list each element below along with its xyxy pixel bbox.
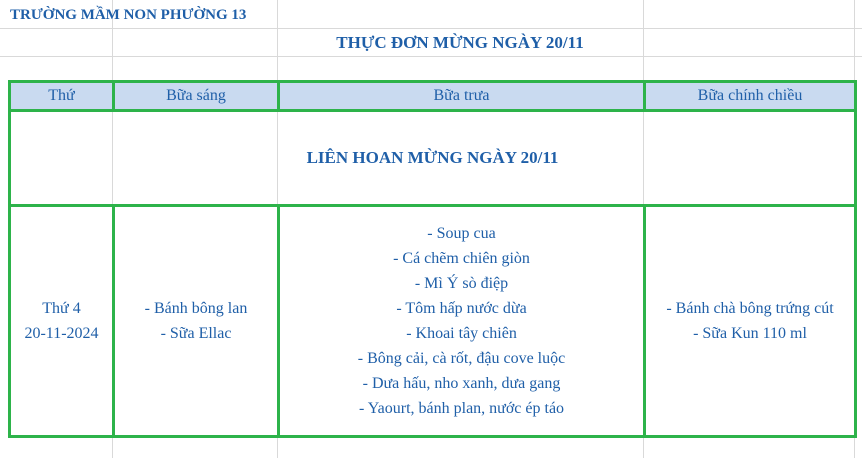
header-lunch[interactable]: Bữa trưa: [279, 82, 645, 111]
day-cell[interactable]: [10, 206, 114, 437]
lunch-item: - Yaourt, bánh plan, nước ép táo: [358, 400, 565, 417]
lunch-item: - Tôm hấp nước dừa: [396, 300, 527, 317]
lunch-item: - Dưa hấu, nho xanh, dưa gang: [362, 375, 561, 392]
header-breakfast[interactable]: Bữa sáng: [114, 82, 279, 111]
menu-table: [8, 80, 857, 438]
gridline: [0, 28, 862, 29]
breakfast-item: - Sữa Ellac: [160, 325, 232, 342]
banner-cell[interactable]: LIÊN HOAN MỪNG NGÀY 20/11: [10, 111, 856, 206]
afternoon-cell[interactable]: [645, 206, 856, 437]
table-row: [10, 206, 856, 437]
gridline: [0, 56, 862, 57]
day-name: Thứ 4: [42, 300, 81, 317]
menu-title: THỰC ĐƠN MỪNG NGÀY 20/11: [336, 33, 584, 52]
lunch-cell[interactable]: [279, 206, 645, 437]
header-row: [10, 82, 856, 111]
afternoon-item: - Sữa Kun 110 ml: [693, 325, 807, 342]
lunch-item: - Mì Ý sò điệp: [414, 275, 509, 292]
lunch-item: - Cá chẽm chiên giòn: [393, 250, 530, 267]
afternoon-item: - Bánh chà bông trứng cút: [666, 300, 834, 317]
school-name: TRƯỜNG MẦM NON PHƯỜNG 13: [10, 7, 247, 23]
breakfast-item: - Bánh bông lan: [144, 300, 248, 317]
lunch-item: - Khoai tây chiên: [406, 325, 517, 342]
header-afternoon[interactable]: Bữa chính chiều: [645, 82, 856, 111]
banner-row: [10, 111, 856, 206]
lunch-item: - Soup cua: [427, 225, 496, 242]
header-day[interactable]: Thứ: [10, 82, 114, 111]
breakfast-cell[interactable]: [114, 206, 279, 437]
lunch-item: - Bông cải, cà rốt, đậu cove luộc: [357, 350, 566, 367]
day-date: 20-11-2024: [24, 325, 99, 342]
